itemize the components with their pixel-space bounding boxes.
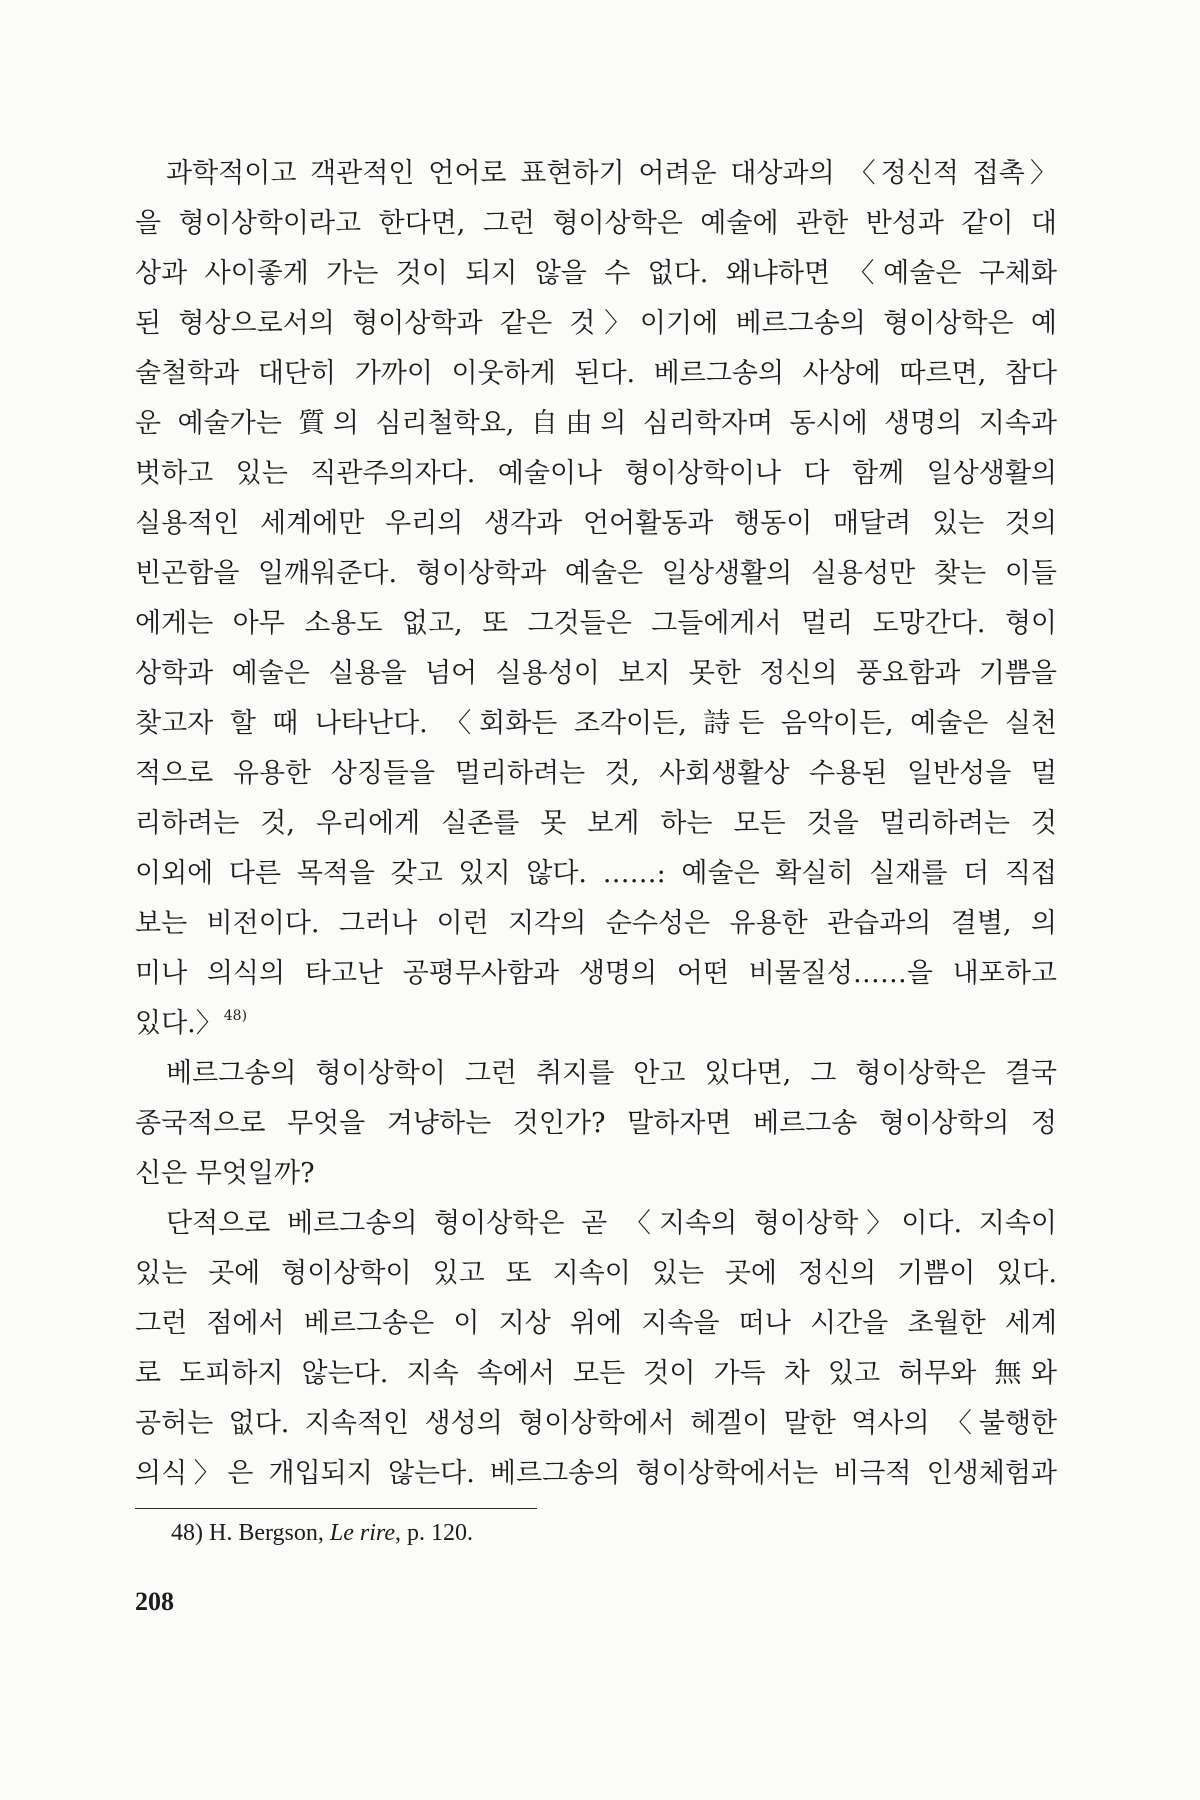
text-line xyxy=(135,249,1057,299)
line-text: 단적으로 베르그송의 형이상학은 곧 〈지속의 형이상학〉이다. 지속이 xyxy=(166,1208,1057,1239)
line-text: 과학적이고 객관적인 언어로 표현하기 어려운 대상과의 〈정신적 접촉〉 xyxy=(166,158,1057,189)
paragraph xyxy=(135,149,1057,1049)
text-line xyxy=(135,1049,1057,1099)
text-line xyxy=(135,1449,1057,1499)
line-text: 있다.〉 xyxy=(135,1008,223,1039)
body-text xyxy=(135,149,1057,1499)
text-line xyxy=(135,1199,1057,1249)
text-line xyxy=(135,349,1057,399)
text-line xyxy=(135,449,1057,499)
line-text: 술철학과 대단히 가까이 이웃하게 된다. 베르그송의 사상에 따르면, 참다 xyxy=(135,358,1057,389)
footnote-rule xyxy=(135,1508,537,1509)
line-text: 보는 비전이다. 그러나 이런 지각의 순수성은 유용한 관습과의 결별, 의 xyxy=(135,908,1057,939)
line-text: 적으로 유용한 상징들을 멀리하려는 것, 사회생활상 수용된 일반성을 멀 xyxy=(135,758,1057,789)
line-text: 상학과 예술은 실용을 넘어 실용성이 보지 못한 정신의 풍요함과 기쁨을 xyxy=(135,658,1057,689)
text-line xyxy=(135,749,1057,799)
line-text: 그런 점에서 베르그송은 이 지상 위에 지속을 떠나 시간을 초월한 세계 xyxy=(135,1308,1057,1339)
line-text: 로 도피하지 않는다. 지속 속에서 모든 것이 가득 차 있고 허무와 無와 xyxy=(135,1358,1057,1389)
line-text: 리하려는 것, 우리에게 실존를 못 보게 하는 모든 것을 멀리하려는 것 xyxy=(135,808,1057,839)
paragraph xyxy=(135,1199,1057,1499)
line-text: 벗하고 있는 직관주의자다. 예술이나 형이상학이나 다 함께 일상생활의 xyxy=(135,458,1057,489)
line-text: 빈곤함을 일깨워준다. 형이상학과 예술은 일상생활의 실용성만 찾는 이들 xyxy=(135,558,1057,589)
text-line xyxy=(135,599,1057,649)
text-line xyxy=(135,499,1057,549)
footnote xyxy=(171,1517,473,1549)
line-text: 실용적인 세계에만 우리의 생각과 언어활동과 행동이 매달려 있는 것의 xyxy=(135,508,1057,539)
text-line xyxy=(135,849,1057,899)
text-line xyxy=(135,899,1057,949)
text-line xyxy=(135,1399,1057,1449)
footnote-pages: , p. 120. xyxy=(395,1520,473,1546)
text-line xyxy=(135,549,1057,599)
line-text: 공허는 없다. 지속적인 생성의 형이상학에서 헤겔이 말한 역사의 〈불행한 xyxy=(135,1408,1057,1439)
text-line xyxy=(135,1349,1057,1399)
line-text: 종국적으로 무엇을 겨냥하는 것인가? 말하자면 베르그송 형이상학의 정 xyxy=(135,1108,1057,1139)
footnote-title: Le rire xyxy=(329,1520,395,1546)
text-line xyxy=(135,199,1057,249)
text-line xyxy=(135,699,1057,749)
line-text: 을 형이상학이라고 한다면, 그런 형이상학은 예술에 관한 반성과 같이 대 xyxy=(135,208,1057,239)
line-text: 있는 곳에 형이상학이 있고 또 지속이 있는 곳에 정신의 기쁨이 있다. xyxy=(135,1258,1057,1289)
text-line xyxy=(135,949,1057,999)
text-line xyxy=(135,1249,1057,1299)
text-line xyxy=(135,649,1057,699)
line-text: 에게는 아무 소용도 없고, 또 그것들은 그들에게서 멀리 도망간다. 형이 xyxy=(135,608,1057,639)
text-line xyxy=(135,799,1057,849)
line-text: 운 예술가는 質의 심리철학요, 自由의 심리학자며 동시에 생명의 지속과 xyxy=(135,408,1057,439)
line-text: 찾고자 할 때 나타난다. 〈회화든 조각이든, 詩든 음악이든, 예술은 실천 xyxy=(135,708,1057,739)
line-text: 신은 무엇일까? xyxy=(135,1158,315,1189)
footnote-marker: 48) xyxy=(171,1520,203,1546)
line-text: 된 형상으로서의 형이상학과 같은 것〉이기에 베르그송의 형이상학은 예 xyxy=(135,308,1057,339)
footnote-author: H. Bergson, xyxy=(209,1520,324,1546)
footnote-reference: 48) xyxy=(223,1008,248,1024)
line-text: 이외에 다른 목적을 갖고 있지 않다. ……: 예술은 확실히 실재를 더 직접 xyxy=(135,858,1057,889)
paragraph xyxy=(135,1049,1057,1199)
text-line xyxy=(135,1299,1057,1349)
line-text: 상과 사이좋게 가는 것이 되지 않을 수 없다. 왜냐하면 〈예술은 구체화 xyxy=(135,258,1057,289)
text-line xyxy=(135,1149,1057,1199)
line-text: 의식〉은 개입되지 않는다. 베르그송의 형이상학에서는 비극적 인생체험과 xyxy=(135,1458,1057,1489)
text-line xyxy=(135,149,1057,199)
line-text: 미나 의식의 타고난 공평무사함과 생명의 어떤 비물질성……을 내포하고 xyxy=(135,958,1057,989)
text-line xyxy=(135,399,1057,449)
text-line xyxy=(135,999,1057,1049)
text-line xyxy=(135,299,1057,349)
text-line xyxy=(135,1099,1057,1149)
line-text: 베르그송의 형이상학이 그런 취지를 안고 있다면, 그 형이상학은 결국 xyxy=(166,1058,1057,1089)
page-number: 208 xyxy=(135,1587,174,1616)
